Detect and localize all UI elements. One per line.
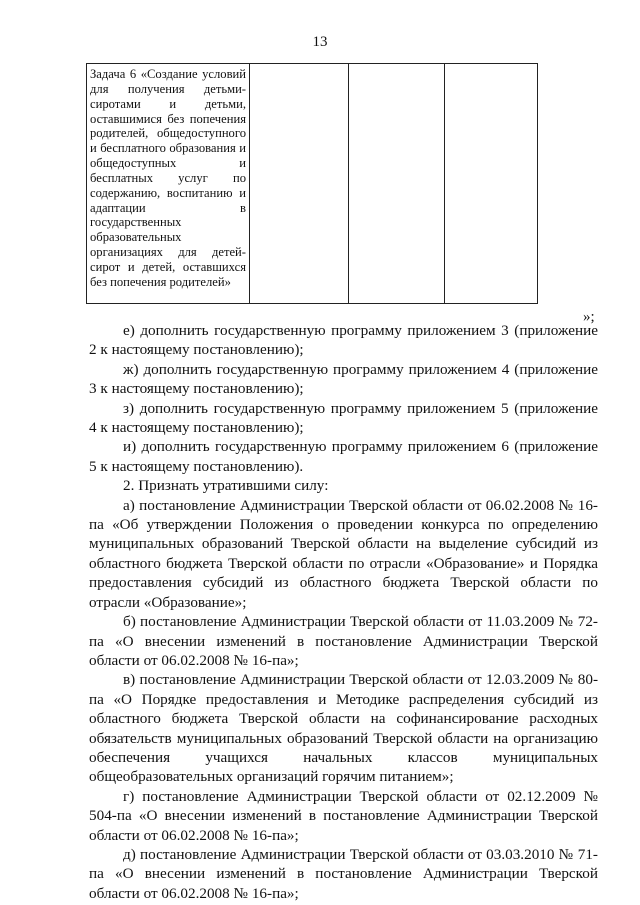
paragraph-v: в) постановление Администрации Тверской области от 12.03.2009 № 80-па «О Порядке предоставления и Методике распределения субсидий из областного бюджета Тверской области на софинансирование расходных обязательств муниципальных образований Тверской области на организацию обеспечения учащихся начальных классов муниципальных общеобразовательных организаций горячим питанием»;: [89, 671, 598, 786]
paragraph-b: б) постановление Администрации Тверской области от 11.03.2009 № 72-па «О внесении изменений в постановление Администрации Тверской области от 06.02.2008 № 16-па»;: [89, 613, 598, 669]
task-table: [86, 63, 538, 304]
empty-cell: [349, 64, 445, 304]
paragraph-e: е) дополнить государственную программу приложением 3 (приложение 2 к настоящему постановлению);: [89, 322, 598, 359]
document-body: [89, 321, 598, 903]
paragraph-z: з) дополнить государственную программу приложением 5 (приложение 4 к настоящему постановлению);: [89, 399, 598, 437]
task-description-text: Задача 6 «Создание условий для получения детьми-сиротами и детьми, оставшимися без попечения родителей, общедоступного и бесплатного образования и общедоступных и бесплатных услуг по содержанию, воспитанию и адаптации в государственных образовательных организациях для детей-сирот и детей, оставшихся без попечения родителей»: [90, 67, 246, 289]
task-description-cell: [87, 64, 250, 304]
paragraph-g: г) постановление Администрации Тверской области от 02.12.2009 № 504-па «О внесении изменений в постановление Администрации Тверской области от 06.02.2008 № 16-па»;: [89, 787, 598, 844]
empty-cell: [445, 64, 538, 304]
table-row: [87, 64, 538, 304]
paragraph-section-2: 2. Признать утратившими силу:: [123, 477, 329, 495]
paragraph-d: д) постановление Администрации Тверской области от 03.03.2010 № 71-па «О внесении изменений в постановление Администрации Тверской области от 06.02.2008 № 16-па»;: [89, 845, 598, 902]
closing-quote-mark: »;: [583, 309, 595, 325]
empty-cell: [250, 64, 349, 304]
paragraph-i: и) дополнить государственную программу приложением 6 (приложение 5 к настоящему постановлению).: [89, 438, 598, 475]
paragraph-a: а) постановление Администрации Тверской области от 06.02.2008 № 16-па «Об утверждении Положения о проведении конкурса по определению муниципальных образований Тверской области на выделение субсидий из областного бюджета Тверской области по отрасли «Образование» и Порядка предоставления субсидий из областного бюджета Тверской области по отрасли «Образование»;: [89, 496, 598, 611]
paragraph-zh: ж) дополнить государственную программу приложением 4 (приложение 3 к настоящему постановлению);: [89, 360, 598, 398]
page-number: 13: [312, 34, 328, 50]
